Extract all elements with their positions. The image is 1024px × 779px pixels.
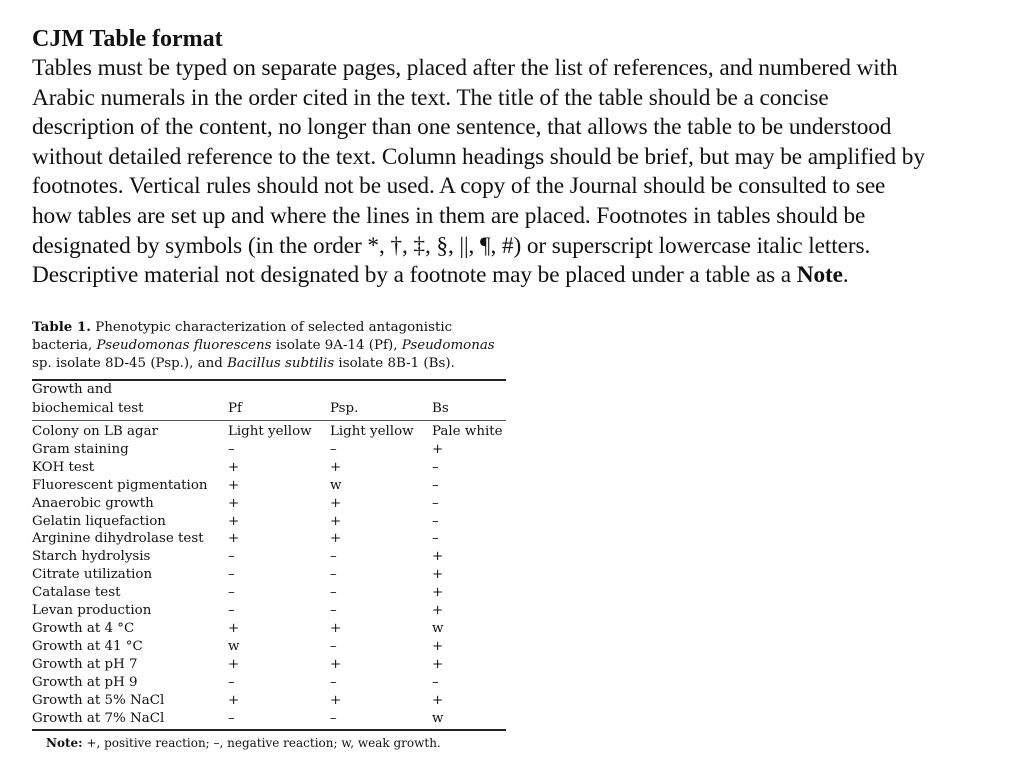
bs-value-cell: + (432, 692, 444, 708)
pf-value-cell: + (228, 656, 240, 672)
test-name-cell: Fluorescent pigmentation (32, 477, 208, 493)
pf-value-cell: w (228, 638, 240, 654)
caption-text: isolate 9A-14 (Pf), (271, 338, 402, 353)
psp-value-cell: + (330, 531, 342, 547)
psp-value-cell: – (330, 549, 337, 565)
pf-value-cell: + (228, 692, 240, 708)
test-name-cell: Catalase test (32, 585, 121, 601)
header-test-line1: Growth and (32, 382, 113, 397)
pf-value-cell: – (228, 549, 235, 565)
phenotype-table (32, 381, 506, 729)
header-pf: Pf (228, 400, 242, 416)
genus-name: Pseudomonas (401, 338, 495, 353)
paragraph-line: footnotes. Vertical rules should not be used. A copy of the Journal should be consulted to see (32, 173, 886, 200)
psp-value-cell: – (330, 710, 337, 726)
caption-text: sp. isolate 8D-45 (Psp.), and (32, 356, 228, 371)
test-name-cell: Growth at 7% NaCl (32, 710, 165, 726)
note-keyword: Note (796, 262, 843, 289)
bs-value-cell: – (432, 513, 439, 529)
bs-value-cell: – (432, 477, 439, 493)
paragraph-line: designated by symbols (in the order *, †, ‡, §, ||, ¶, #) or superscript lowercase italic letters. (32, 232, 871, 259)
table-row (32, 692, 506, 710)
test-name-cell: Growth at pH 9 (32, 674, 138, 690)
test-name-cell: Growth at 4 °C (32, 620, 135, 636)
table-row (32, 548, 506, 566)
pf-value-cell: – (228, 603, 235, 619)
paragraph-line: description of the content, no longer than one sentence, that allows the table to be understood (32, 114, 892, 141)
bs-value-cell: + (432, 549, 444, 565)
bs-value-cell: + (432, 585, 444, 601)
psp-value-cell: + (330, 692, 342, 708)
psp-value-cell: w (330, 477, 342, 493)
example-table (32, 318, 506, 752)
test-name-cell: Levan production (32, 603, 152, 619)
test-name-cell: Citrate utilization (32, 567, 153, 583)
pf-value-cell: – (228, 674, 235, 690)
paragraph-line: without detailed reference to the text. Column headings should be brief, but may be amplified by (32, 143, 925, 170)
table-row (32, 495, 506, 513)
bs-value-cell: – (432, 459, 439, 475)
psp-value-cell: – (330, 441, 337, 457)
bs-value-cell: + (432, 603, 444, 619)
table-row (32, 638, 506, 656)
test-name-cell: Gram staining (32, 441, 129, 457)
test-name-cell: Gelatin liquefaction (32, 513, 166, 529)
note-text: +, positive reaction; –, negative reaction; w, weak growth. (82, 736, 441, 751)
pf-value-cell: + (228, 495, 240, 511)
pf-value-cell: + (228, 459, 240, 475)
test-name-cell: Anaerobic growth (32, 495, 154, 511)
test-name-cell: Growth at pH 7 (32, 656, 138, 672)
table-row (32, 620, 506, 638)
test-name-cell: Growth at 5% NaCl (32, 692, 165, 708)
psp-value-cell: – (330, 674, 337, 690)
pf-value-cell: + (228, 620, 240, 636)
bs-value-cell: + (432, 567, 444, 583)
pf-value-cell: + (228, 477, 240, 493)
psp-value-cell: – (330, 567, 337, 583)
caption-text: isolate 8B-1 (Bs). (334, 356, 455, 371)
table-row (32, 674, 506, 692)
pf-value-cell: – (228, 567, 235, 583)
table-bottom-rule (32, 729, 506, 731)
bs-value-cell: w (432, 620, 444, 636)
table-row (32, 602, 506, 620)
paragraph-line: Arabic numerals in the order cited in the text. The title of the table should be a concise (32, 84, 829, 111)
pf-value-cell: + (228, 531, 240, 547)
test-name-cell: Arginine dihydrolase test (32, 531, 204, 547)
table-row (32, 656, 506, 674)
psp-value-cell: Light yellow (330, 424, 414, 439)
table-row (32, 530, 506, 548)
pf-value-cell: – (228, 710, 235, 726)
psp-value-cell: + (330, 656, 342, 672)
table-row (32, 584, 506, 602)
test-name-cell: Colony on LB agar (32, 424, 158, 439)
psp-value-cell: – (330, 585, 337, 601)
table-row (32, 459, 506, 477)
test-name-cell: KOH test (32, 459, 95, 475)
bs-value-cell: Pale white (432, 424, 503, 439)
species-name: Pseudomonas fluorescens (96, 338, 272, 353)
table-row (32, 513, 506, 531)
paragraph-line: Tables must be typed on separate pages, placed after the list of references, and numbered with (32, 55, 898, 81)
psp-value-cell: – (330, 603, 337, 619)
guidelines-paragraph (32, 54, 1012, 291)
pf-value-cell: – (228, 441, 235, 457)
bs-value-cell: w (432, 710, 444, 726)
header-test-line2: biochemical test (32, 400, 144, 416)
pf-value-cell: + (228, 513, 240, 529)
pf-value-cell: – (228, 585, 235, 601)
caption-text: Phenotypic characterization of selected antagonistic bacteria, (32, 320, 453, 353)
table-row (32, 477, 506, 495)
bs-value-cell: – (432, 495, 439, 511)
bs-value-cell: – (432, 531, 439, 547)
format-guidelines (32, 24, 1012, 291)
psp-value-cell: + (330, 459, 342, 475)
psp-value-cell: + (330, 495, 342, 511)
paragraph-line: Descriptive material not designated by a footnote may be placed under a table as a (32, 262, 792, 289)
test-name-cell: Starch hydrolysis (32, 549, 151, 565)
paragraph-period: . (842, 262, 849, 289)
bs-value-cell: + (432, 441, 444, 457)
table-note (46, 734, 506, 752)
table-row (32, 421, 506, 441)
bs-value-cell: + (432, 638, 444, 654)
species-name: Bacillus subtilis (227, 356, 335, 371)
table-row (32, 566, 506, 584)
table-body (32, 421, 506, 729)
header-bs: Bs (432, 400, 449, 416)
bs-value-cell: – (432, 674, 439, 690)
section-title: CJM Table format (32, 26, 223, 52)
psp-value-cell: + (330, 513, 342, 529)
table-label: Table 1. (32, 319, 91, 335)
psp-value-cell: + (330, 620, 342, 636)
header-psp: Psp. (330, 400, 359, 416)
pf-value-cell: Light yellow (228, 424, 312, 439)
table-row (32, 441, 506, 459)
table-caption (32, 318, 506, 373)
psp-value-cell: – (330, 638, 337, 654)
note-label: Note: (46, 736, 83, 751)
bs-value-cell: + (432, 656, 444, 672)
test-name-cell: Growth at 41 °C (32, 638, 143, 654)
paragraph-line: how tables are set up and where the lines in them are placed. Footnotes in tables should be (32, 202, 866, 229)
table-row (32, 710, 506, 730)
